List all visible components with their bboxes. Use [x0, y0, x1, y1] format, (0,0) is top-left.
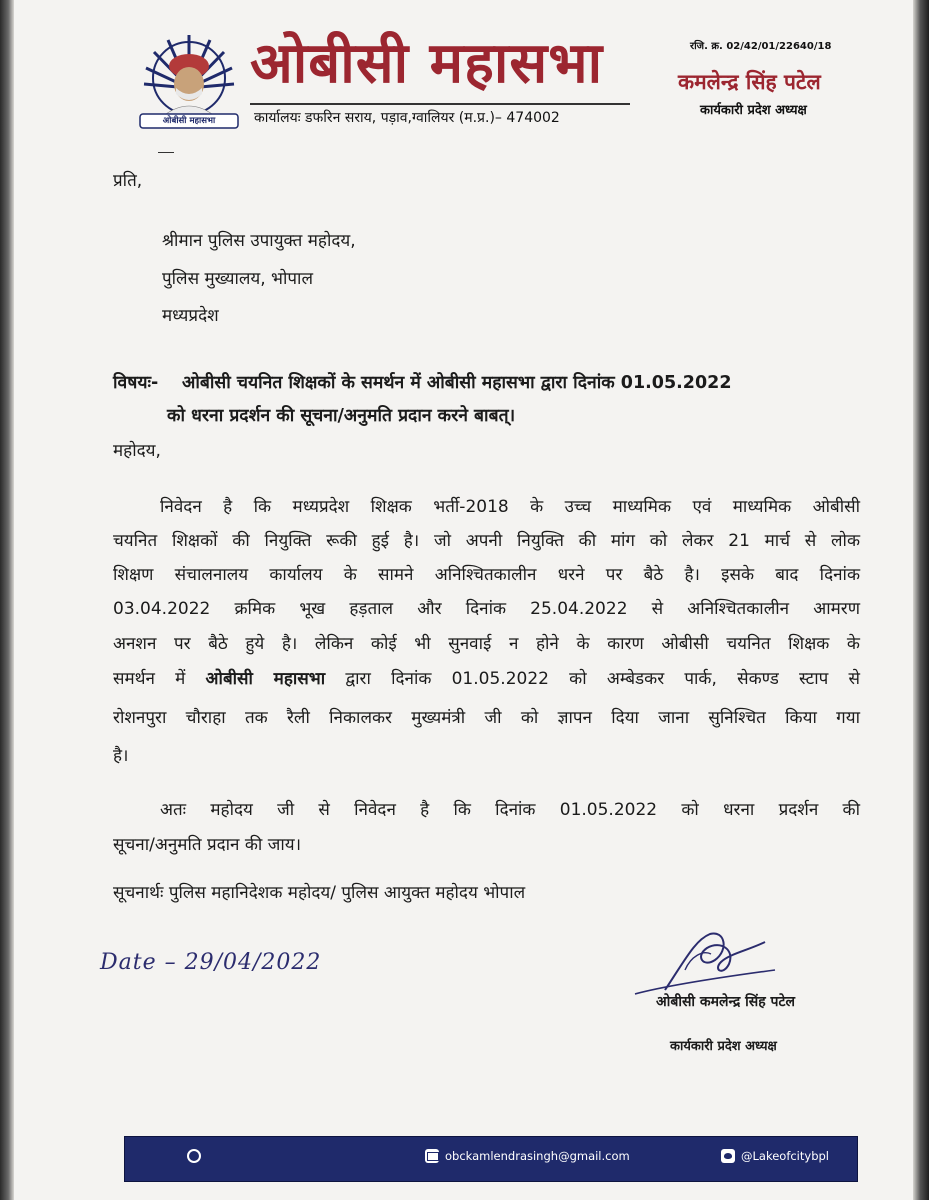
body-line-6-post: द्वारा दिनांक 01.05.2022 को अम्बेडकर पार्क, सेकण्ड स्टाप से	[325, 669, 860, 689]
handwritten-date: Date – 29/04/2022	[100, 950, 322, 975]
recipient-line-1: श्रीमान पुलिस उपायुक्त महोदय,	[162, 231, 356, 251]
photo-edge-left	[0, 0, 14, 1200]
subject-line-2: को धरना प्रदर्शन की सूचना/अनुमति प्रदान करने बाबत्।	[167, 406, 516, 426]
org-name: ओबीसी महासभा	[250, 31, 604, 96]
footer-email[interactable]	[425, 1149, 630, 1163]
greeting-to: प्रति,	[113, 171, 143, 191]
body-line-6	[113, 666, 860, 689]
body-line-4: 03.04.2022 क्रमिक भूख हड़ताल और दिनांक 25.04.2022 से अनिश्चितकालीन आमरण	[113, 599, 860, 619]
registration-number: रजि. क्र. 02/42/01/22640/18	[690, 41, 832, 52]
signatory-name: ओबीसी कमलेन्द्र सिंह पटेल	[656, 994, 796, 1010]
letterhead-person-name: कमलेन्द्र सिंह पटेल	[678, 70, 821, 94]
handwritten-signature	[625, 920, 785, 1000]
email-icon	[425, 1149, 439, 1163]
information-copy-line: सूचनार्थः पुलिस महानिदेशक महोदय/ पुलिस आयुक्त महोदय भोपाल	[113, 883, 526, 903]
photo-edge-right	[913, 0, 929, 1200]
footer-twitter[interactable]	[721, 1149, 829, 1163]
reference-dash	[158, 152, 174, 153]
body-line-8: है।	[113, 746, 129, 766]
footer-phone	[187, 1149, 207, 1163]
org-address: कार्यालयः डफरिन सराय, पड़ाव,ग्वालियर (म.प्र.)– 474002	[254, 110, 560, 126]
letterhead-person-title: कार्यकारी प्रदेश अध्यक्ष	[700, 103, 807, 118]
body-line-6-bold: ओबीसी महासभा	[205, 669, 326, 689]
body-line-3: शिक्षण संचालनालय कार्यालय के सामने अनिश्चितकालीन धरने पर बैठे है। इसके बाद दिनांक	[113, 565, 860, 585]
request-line-1: अतः महोदय जी से निवेदन है कि दिनांक 01.05.2022 को धरना प्रदर्शन की	[160, 800, 860, 820]
body-line-1: निवेदन है कि मध्यप्रदेश शिक्षक भर्ती-2018 के उच्च माध्यमिक एवं माध्यमिक ओबीसी	[160, 497, 860, 517]
logo-caption: ओबीसी महासभा	[162, 116, 216, 126]
salutation: महोदय,	[113, 441, 161, 461]
org-name-underline	[250, 103, 630, 105]
footer-email-text: obckamlendrasingh@gmail.com	[445, 1149, 630, 1163]
signatory-title: कार्यकारी प्रदेश अध्यक्ष	[670, 1039, 777, 1054]
body-line-6-pre: समर्थन में	[113, 669, 206, 689]
whatsapp-icon	[187, 1149, 201, 1163]
subject-line-1: ओबीसी चयनित शिक्षकों के समर्थन में ओबीसी महासभा द्वारा दिनांक 01.05.2022	[182, 373, 732, 393]
footer-twitter-text: @Lakeofcitybpl	[741, 1149, 829, 1163]
twitter-icon	[721, 1149, 735, 1163]
body-line-2: चयनित शिक्षकों की नियुक्ति रूकी हुई है। जो अपनी नियुक्ति की मांग को लेकर 21 मार्च से लोक	[113, 531, 860, 551]
recipient-line-3: मध्यप्रदेश	[162, 306, 219, 326]
subject-label: विषयः-	[113, 373, 159, 393]
request-line-2: सूचना/अनुमति प्रदान की जाय।	[113, 835, 302, 855]
body-line-5: अनशन पर बैठे हुये है। लेकिन कोई भी सुनवाई न होने के कारण ओबीसी चयनित शिक्षक के	[113, 634, 860, 654]
recipient-line-2: पुलिस मुख्यालय, भोपाल	[162, 269, 313, 289]
body-line-7: रोशनपुरा चौराहा तक रैली निकालकर मुख्यमंत्री जी को ज्ञापन दिया जाना सुनिश्चित किया गया	[113, 708, 860, 728]
footer-contact-bar	[124, 1136, 858, 1182]
